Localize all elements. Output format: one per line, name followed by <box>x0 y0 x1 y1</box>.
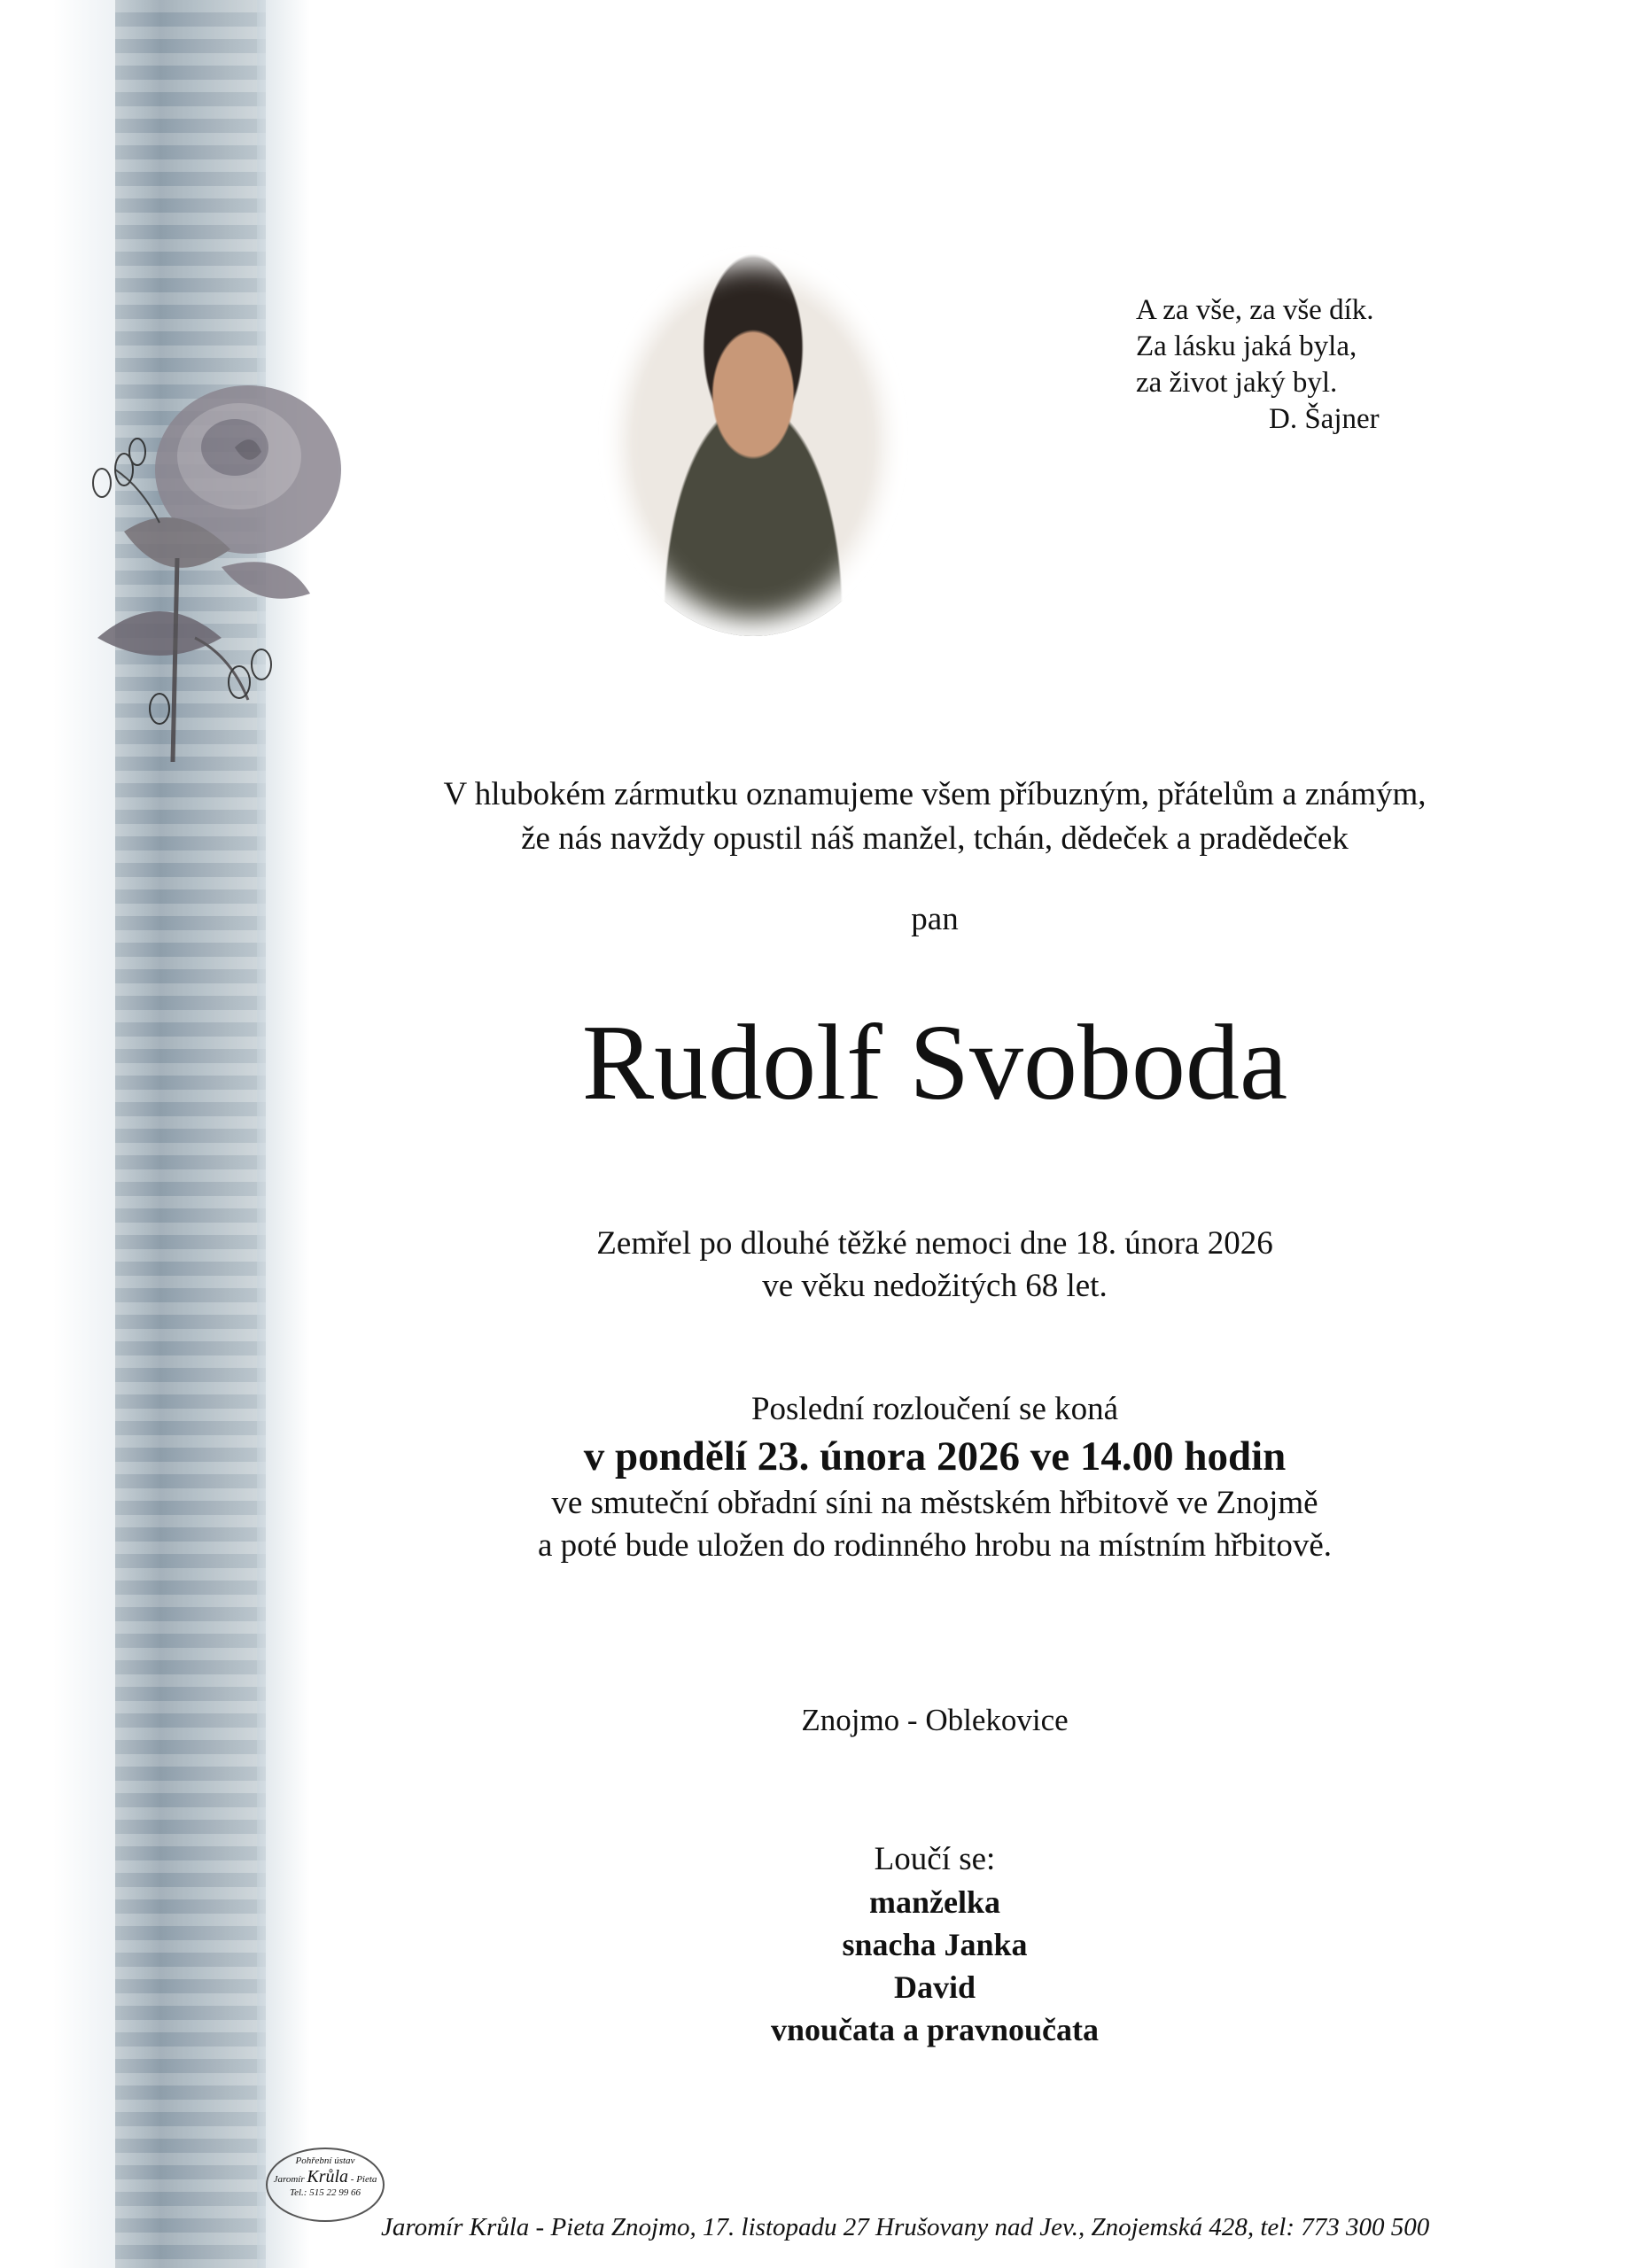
intro-line: V hlubokém zármutku oznamujeme všem příbuzným, přátelům a známým, <box>443 776 1427 812</box>
funeral-home-logo <box>266 2148 385 2222</box>
farewell-info <box>319 1388 1551 1567</box>
logo-main: Krůla <box>307 2167 349 2186</box>
quote-line: Za lásku jaká byla, <box>1136 330 1357 362</box>
intro-text <box>319 773 1551 861</box>
logo-left: Jaromír <box>273 2174 305 2185</box>
logo-main-row <box>268 2167 383 2186</box>
deceased-name: Rudolf Svoboda <box>581 1003 1288 1122</box>
mourner-name: manželka <box>869 1884 1000 1920</box>
quote-line: A za vše, za vše dík. <box>1136 294 1374 326</box>
footer: Jaromír Krůla - Pieta Znojmo, 17. listopadu 27 Hrušovany nad Jev., Znojemská 428, tel: 773 300 500 <box>381 2213 1430 2241</box>
farewell-datetime: v pondělí 23. února 2026 ve 14.00 hodin <box>583 1433 1287 1480</box>
mourners-heading: Loučí se: <box>874 1841 996 1877</box>
place: Znojmo - Oblekovice <box>801 1703 1069 1737</box>
logo-right: - Pieta <box>350 2174 377 2185</box>
rose-icon <box>18 337 399 762</box>
quote <box>1136 292 1402 438</box>
logo-bottom: Tel.: 515 22 99 66 <box>290 2187 361 2198</box>
death-info <box>319 1223 1551 1308</box>
logo-top: Pohřební ústav <box>295 2155 355 2166</box>
farewell-line: a poté bude uložen do rodinného hrobu na místním hřbitově. <box>537 1527 1333 1564</box>
salutation: pan <box>911 901 959 937</box>
farewell-line: ve smuteční obřadní síni na městském hřbitově ve Znojmě <box>551 1485 1318 1521</box>
quote-author: D. Šajner <box>1269 403 1380 435</box>
mourner-name: David <box>893 1969 976 2005</box>
mourner-name: snacha Janka <box>842 1927 1028 1962</box>
farewell-line: Poslední rozloučení se koná <box>750 1391 1119 1427</box>
intro-line: že nás navždy opustil náš manžel, tchán, dědeček a pradědeček <box>521 820 1349 857</box>
mourner-name: vnoučata a pravnoučata <box>770 2012 1100 2047</box>
portrait-photo <box>598 246 908 636</box>
quote-line: za život jaký byl. <box>1136 367 1338 399</box>
mourners <box>319 1838 1551 2051</box>
death-line: Zemřel po dlouhé těžké nemoci dne 18. února 2026 <box>596 1225 1273 1262</box>
death-line: ve věku nedožitých 68 let. <box>762 1268 1108 1304</box>
